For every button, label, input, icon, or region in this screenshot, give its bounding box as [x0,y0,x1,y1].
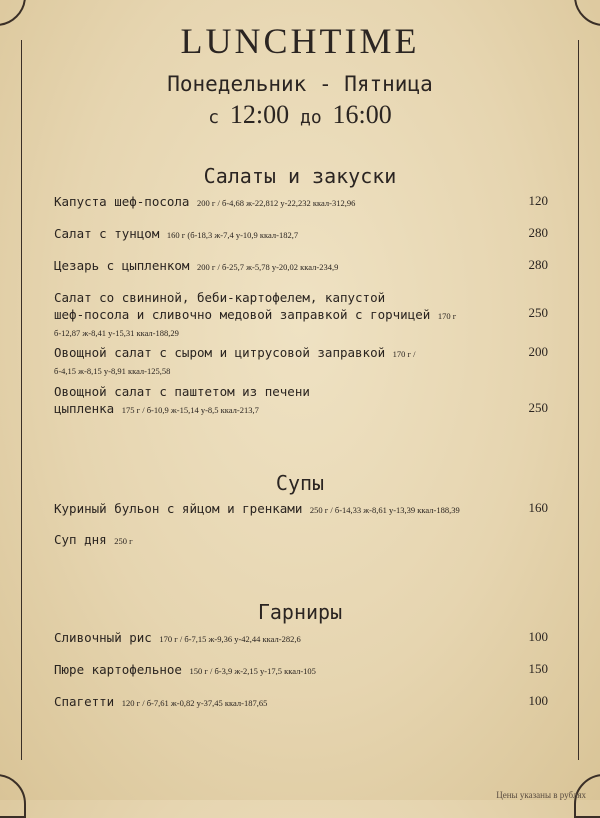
frame-right-line [578,40,579,760]
menu-item [54,693,474,712]
frame-left-line [21,40,22,760]
menu-item [54,257,474,276]
menu-item [54,344,494,380]
menu-item [54,661,474,680]
hours-from-word: с [208,107,220,128]
menu-hours [0,100,600,130]
item-price: 280 [528,225,548,240]
item-info: 170 г [437,311,457,321]
item-price: 250 [528,305,548,320]
item-name: Сливочный рис [54,630,152,645]
hours-to: 16:00 [332,100,392,129]
item-name: Салат с тунцом [54,226,160,241]
item-name: Спагетти [54,694,115,709]
item-name: Салат со свининой, беби-картофелем, капустой [54,290,386,305]
item-price: 160 [528,500,548,515]
item-price: 100 [528,629,548,644]
item-name: Капуста шеф-посола [54,194,190,209]
menu-item [54,383,474,419]
item-price: 100 [528,693,548,708]
item-info: 170 г / б-7,15 ж-9,36 у-42,44 ккал-282,6 [159,634,301,644]
hours-from: 12:00 [229,100,290,129]
menu-item [54,225,474,244]
menu-item [54,531,474,550]
section-title-salads: Салаты и закуски [203,164,397,188]
item-name: Пюре картофельное [54,662,182,677]
item-price: 150 [528,661,548,676]
item-price: 120 [528,193,548,208]
menu-item [54,629,474,648]
frame-corner-bottom-left [0,774,26,818]
item-info: б-12,87 ж-8,41 у-15,31 ккал-188,29 [54,328,179,338]
item-name: Цезарь с цыпленком [54,258,190,273]
item-info: 120 г / б-7,61 ж-0,82 у-37,45 ккал-187,65 [121,698,268,708]
section-title-sides: Гарниры [257,600,343,624]
item-name: шеф-посола и сливочно медовой заправкой с горчицей [54,307,431,322]
menu-item [54,500,494,519]
menu-item [54,289,494,342]
item-name: Куриный бульон с яйцом и гренками [54,501,303,516]
item-info: 175 г / б-10,9 ж-15,14 у-8,5 ккал-213,7 [121,405,259,415]
item-name: цыпленка [54,401,115,416]
item-info: 150 г / б-3,9 ж-2,15 у-17,5 ккал-105 [189,666,316,676]
item-info: 170 г / [392,349,416,359]
item-name: Овощной салат с паштетом из печени [54,384,310,399]
menu-days: Понедельник - Пятница [167,72,433,96]
item-info: б-4,15 ж-8,15 у-8,91 ккал-125,58 [54,366,171,376]
item-name: Овощной салат с сыром и цитрусовой заправкой [54,345,386,360]
menu-title: LUNCHTIME [180,21,420,61]
item-info: 250 г / б-14,33 ж-8,61 у-13,39 ккал-188,39 [309,505,460,515]
item-info: 200 г / б-25,7 ж-5,78 у-20,02 ккал-234,9 [197,262,339,272]
hours-to-word: до [300,107,322,128]
price-footnote: Цены указаны в рублях [496,790,586,800]
item-info: 250 г [114,536,133,546]
item-price: 200 [528,344,548,359]
item-info: 160 г (б-18,3 ж-7,4 у-10,9 ккал-182,7 [166,230,299,240]
item-price: 280 [528,257,548,272]
section-title-soups: Супы [275,471,325,495]
item-name: Суп дня [54,532,107,547]
item-price: 250 [528,400,548,415]
item-info: 200 г / б-4,68 ж-22,812 у-22,232 ккал-312,96 [197,198,356,208]
menu-item [54,193,474,212]
